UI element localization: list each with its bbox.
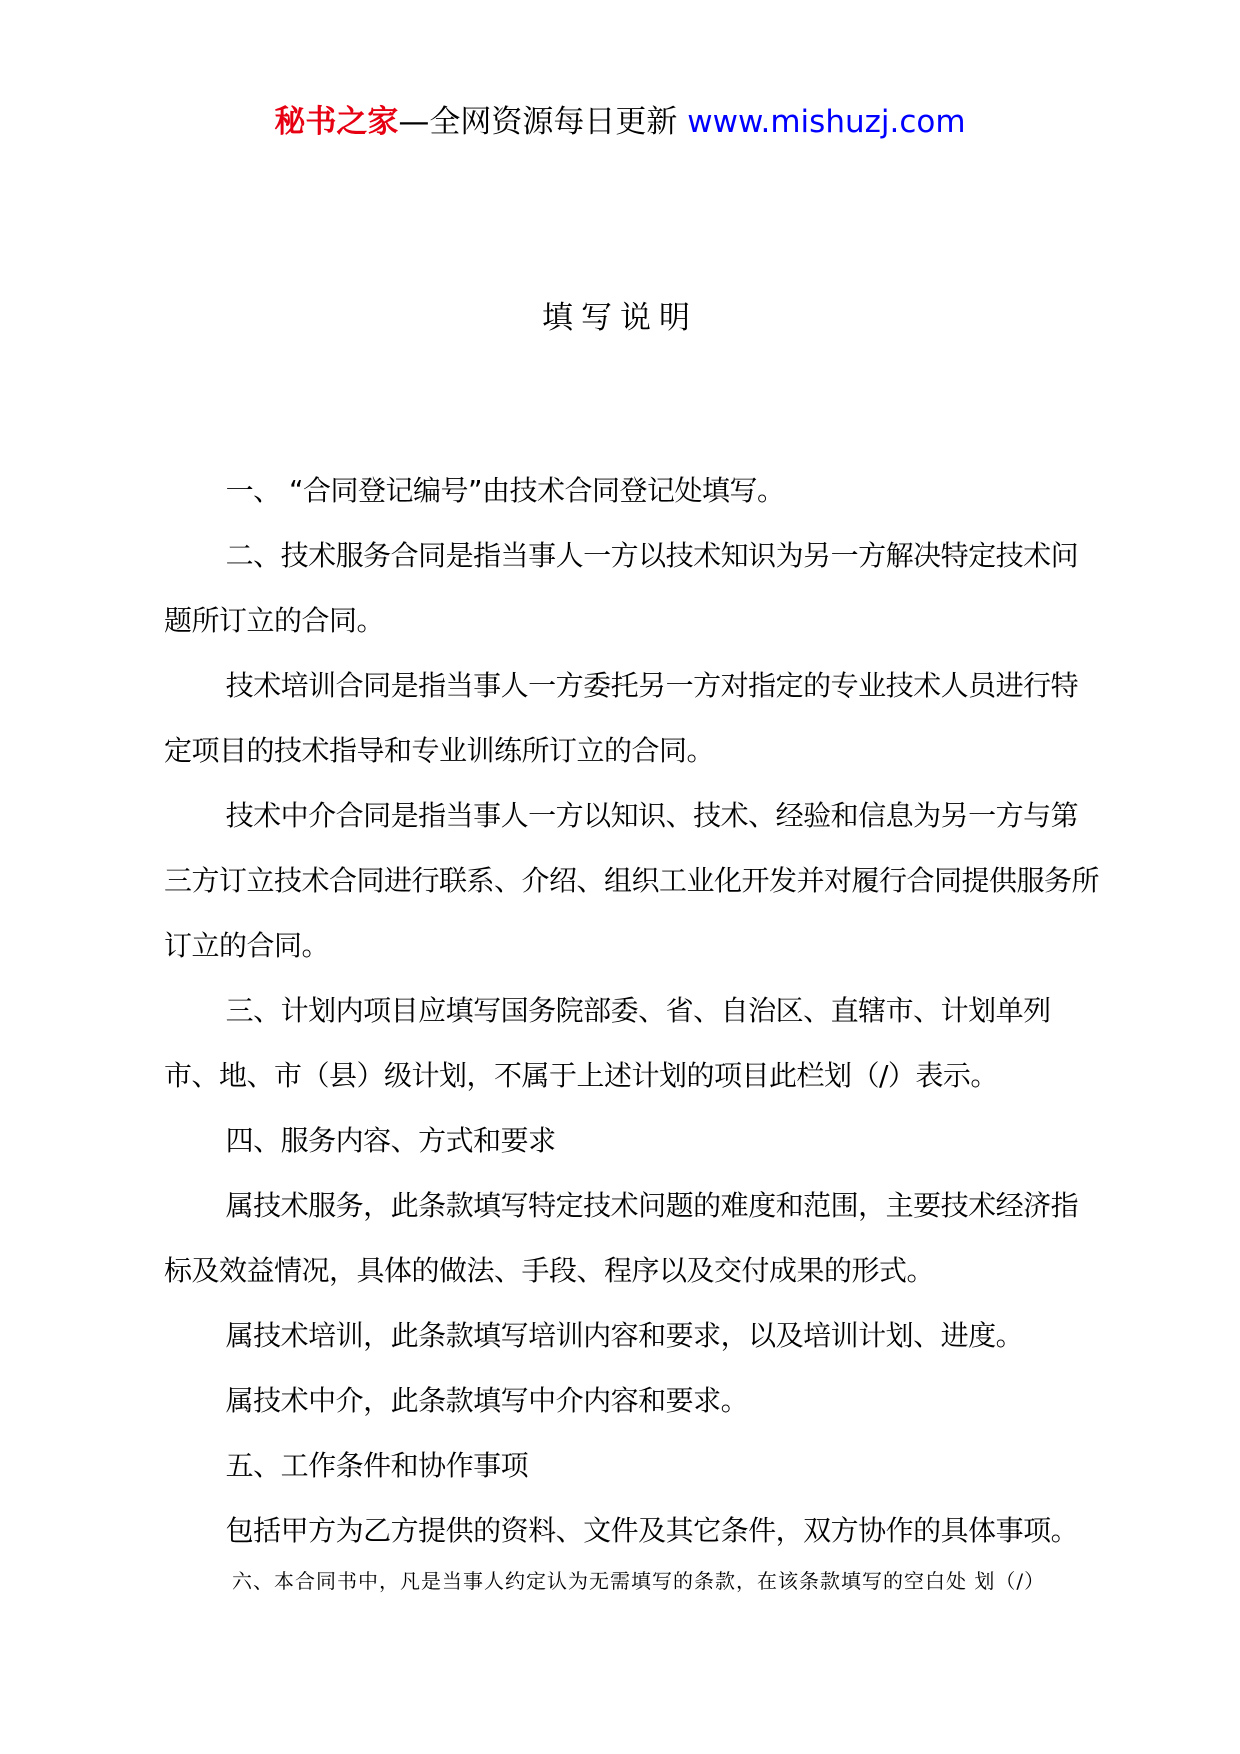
paragraph-4: 技术中介合同是指当事人一方以知识、技术、经验和信息为另一方与第三方订立技术合同进行联系、介绍、组织工业化开发并对履行合同提供服务所订立的合同。 — [164, 799, 1100, 962]
paragraph-9: 属技术中介，此条款填写中介内容和要求。 — [225, 1384, 749, 1417]
paragraph-3: 技术培训合同是指当事人一方委托另一方对指定的专业技术人员进行特定项目的技术指导和专业训练所订立的合同。 — [164, 669, 1079, 767]
paragraph-10: 五、工作条件和协作事项 — [225, 1449, 529, 1482]
paragraph-7: 属技术服务，此条款填写特定技术问题的难度和范围，主要技术经济指标及效益情况，具体的做法、手段、程序以及交付成果的形式。 — [164, 1189, 1079, 1287]
paragraph-8: 属技术培训，此条款填写培训内容和要求，以及培训计划、进度。 — [225, 1319, 1024, 1352]
instructions-body — [164, 458, 1104, 1563]
paragraph-11: 包括甲方为乙方提供的资料、文件及其它条件，双方协作的具体事项。 — [225, 1514, 1079, 1547]
brand-name: 秘书之家 — [274, 104, 399, 140]
site-url-link[interactable]: www.mishuzj.com — [687, 104, 966, 140]
site-header — [0, 100, 1240, 144]
paragraph-6: 四、服务内容、方式和要求 — [225, 1124, 556, 1157]
paragraph-1: 一、 “合同登记编号”由技术合同登记处填写。 — [225, 474, 785, 507]
paragraph-2: 二、技术服务合同是指当事人一方以技术知识为另一方解决特定技术问题所订立的合同。 — [164, 539, 1079, 637]
paragraph-5: 三、计划内项目应填写国务院部委、省、自治区、直辖市、计划单列市、地、市（县）级计划，不属于上述计划的项目此栏划（/）表示。 — [164, 994, 1051, 1092]
page-title: 填写说明 — [542, 300, 698, 336]
header-tagline: —全网资源每日更新 — [398, 104, 688, 140]
footer-clause-line: 六、本合同书中，凡是当事人约定认为无需填写的条款，在该条款填写的空白处 划（/） — [232, 1569, 1046, 1593]
